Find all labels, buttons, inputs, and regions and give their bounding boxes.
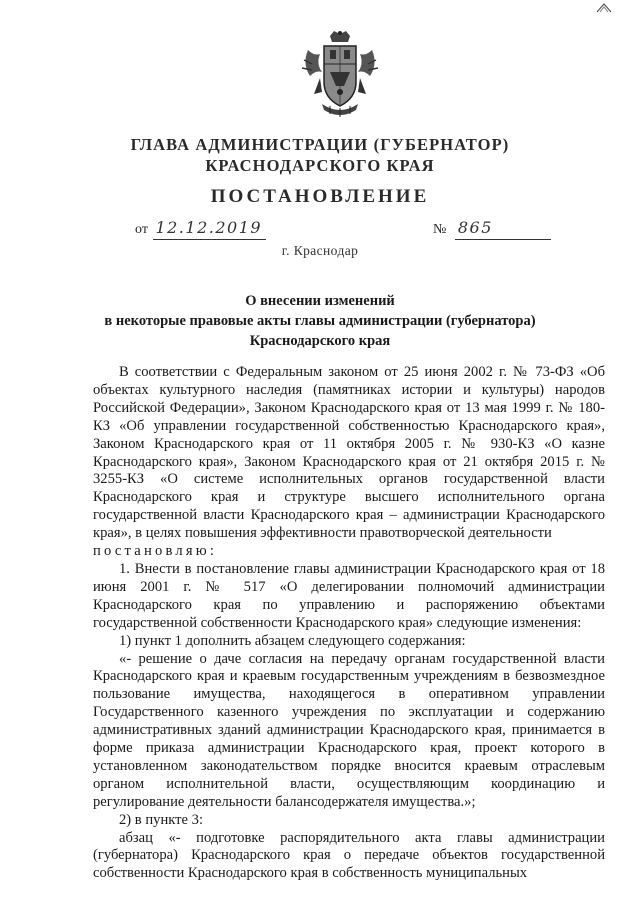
intro-paragraph: В соответствии с Федеральным законом от 25 июня 2002 г. № 73-ФЗ «Об объектах культурного наследия (памятниках истории и культуры) народов Российской Федерации», Законом Краснодарского края от 13 мая 1999 г. № 180-КЗ «Об управлении государственной собственностью Краснодарского края», Законом Краснодарского края от 11 октября 2005 г. № 930-КЗ «О казне Краснодарского края», Законом Краснодарского края от 21 октября 2015 г. № 3255-КЗ «О системе исполнительных органов государственной власти Краснодарского края и структуре высшего исполнительного органа государственной власти Краснодарского края – администрации Краснодарского края», в целях повышения эффективности правотворческой деятельности — [93, 364, 605, 542]
document-body — [93, 364, 605, 883]
quoted-addition-paragraph: «- решение о даче согласия на передачу органам государственной власти Краснодарского края и краевым государственным учреждениям в безвозмездное пользование имущества, находящегося в оперативном управлении Государственного казенного учреждения по эксплуатации и содержанию административных зданий администрации Краснодарского края, принимается в форме приказа администрации Краснодарского края, проект которого в установленном законодательством порядке вносится краевым отраслевым органом исполнительной власти, осуществляющим координацию и регулирование деятельности балансодержателя имущества.»; — [93, 650, 605, 810]
handwritten-number: 865 — [457, 218, 493, 237]
document-title — [60, 291, 580, 351]
title-line-2: в некоторые правовые акты главы администрации (губернатора) — [104, 313, 536, 329]
number-underline — [455, 239, 551, 240]
title-line-1: О внесении изменений — [245, 293, 395, 309]
subitem-1-paragraph: 1) пункт 1 дополнить абзацем следующего содержания: — [119, 632, 466, 649]
handwritten-date: 12.12.2019 — [155, 218, 263, 237]
decree-word: постановляю: — [93, 543, 218, 560]
title-line-3: Краснодарского края — [249, 333, 391, 349]
subitem-2-paragraph: 2) в пункте 3: — [119, 811, 204, 828]
number-prefix: № — [433, 222, 447, 237]
authority-title-line-1: ГЛАВА АДМИНИСТРАЦИИ (ГУБЕРНАТОР) — [130, 135, 510, 154]
city-line: г. Краснодар — [281, 243, 359, 258]
date-underline — [153, 239, 266, 240]
number-field — [433, 218, 542, 238]
date-field — [135, 218, 280, 238]
document-type-heading: ПОСТАНОВЛЕНИЕ — [210, 186, 430, 207]
item-1-paragraph: 1. Внести в постановление главы администрации Краснодарского края от 18 июня 2001 г. № 517 «О делегировании полномочий администрации Краснодарского края по управлению и распоряжению объектами государственной собственности Краснодарского края» следующие изменения: — [93, 560, 605, 631]
page-corner-mark — [596, 2, 612, 14]
authority-title-line-2: КРАСНОДАРСКОГО КРАЯ — [205, 156, 435, 175]
coat-of-arms-emblem — [300, 30, 380, 118]
abzac-paragraph: абзац «- подготовке распорядительного акта главы администрации (губернатора) Краснодарского края о передаче объектов государственной собственности Краснодарского края в собственность муниципальных — [93, 829, 605, 882]
date-prefix: от — [135, 222, 148, 237]
